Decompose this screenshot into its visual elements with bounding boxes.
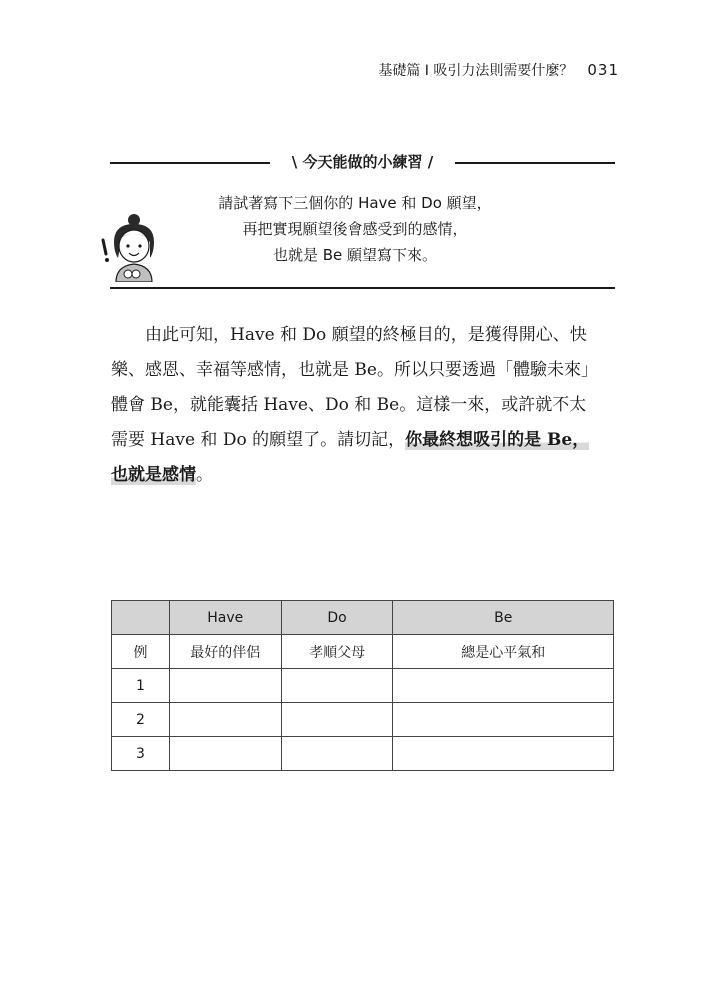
page-number: 031	[587, 61, 619, 79]
girl-illustration-icon	[98, 212, 160, 282]
table-cell[interactable]	[281, 703, 393, 737]
table-cell[interactable]	[169, 703, 281, 737]
body-line	[111, 458, 616, 493]
exercise-instructions	[160, 190, 550, 268]
body-line: 樂、感恩、幸福等感情，也就是 Be。所以只要透過「體驗未來」	[111, 360, 598, 380]
highlight-text: 你最終想吸引的是 Be，	[405, 430, 590, 450]
exercise-line: 請試著寫下三個你的 Have 和 Do 願望，	[218, 194, 492, 212]
running-header	[378, 58, 619, 82]
title-rule-right	[455, 162, 615, 164]
table-cell: 1	[112, 669, 170, 703]
exercise-title-row	[110, 150, 615, 174]
exercise-title: \ 今天能做的小練習 /	[291, 153, 434, 171]
exercise-line: 再把實現願望後會感受到的感情，	[242, 220, 468, 238]
table-row	[112, 737, 614, 771]
wish-table	[111, 600, 614, 771]
table-cell[interactable]	[169, 737, 281, 771]
table-header-cell: Be	[393, 601, 614, 635]
body-ending: 。	[196, 465, 213, 485]
table-row	[112, 703, 614, 737]
table-cell: 總是心平氣和	[393, 635, 614, 669]
body-line: 由此可知，Have 和 Do 願望的終極目的，是獲得開心、快	[111, 325, 587, 345]
body-paragraph	[111, 318, 616, 493]
table-header-cell	[112, 601, 170, 635]
table-cell[interactable]	[393, 669, 614, 703]
table-header-cell: Do	[281, 601, 393, 635]
table-header-row	[112, 601, 614, 635]
highlight-text: 也就是感情	[111, 465, 196, 485]
body-line	[111, 423, 616, 458]
table-cell: 2	[112, 703, 170, 737]
table-cell: 例	[112, 635, 170, 669]
table-cell[interactable]	[169, 669, 281, 703]
body-line-text: 需要 Have 和 Do 的願望了。請切記，	[111, 430, 406, 450]
title-rule-left	[110, 162, 270, 164]
table-cell[interactable]	[281, 669, 393, 703]
table-cell: 最好的伴侶	[169, 635, 281, 669]
body-line: 體會 Be，就能囊括 Have、Do 和 Be。這樣一來，或許就不太	[111, 395, 587, 415]
table-row	[112, 669, 614, 703]
table-row	[112, 635, 614, 669]
exercise-bottom-rule	[110, 287, 615, 289]
table-cell: 3	[112, 737, 170, 771]
table-cell: 孝順父母	[281, 635, 393, 669]
exercise-line: 也就是 Be 願望寫下來。	[272, 246, 438, 264]
table-cell[interactable]	[393, 737, 614, 771]
table-cell[interactable]	[281, 737, 393, 771]
table-cell[interactable]	[393, 703, 614, 737]
running-title: 基礎篇 I 吸引力法則需要什麼？	[378, 63, 574, 79]
table-header-cell: Have	[169, 601, 281, 635]
